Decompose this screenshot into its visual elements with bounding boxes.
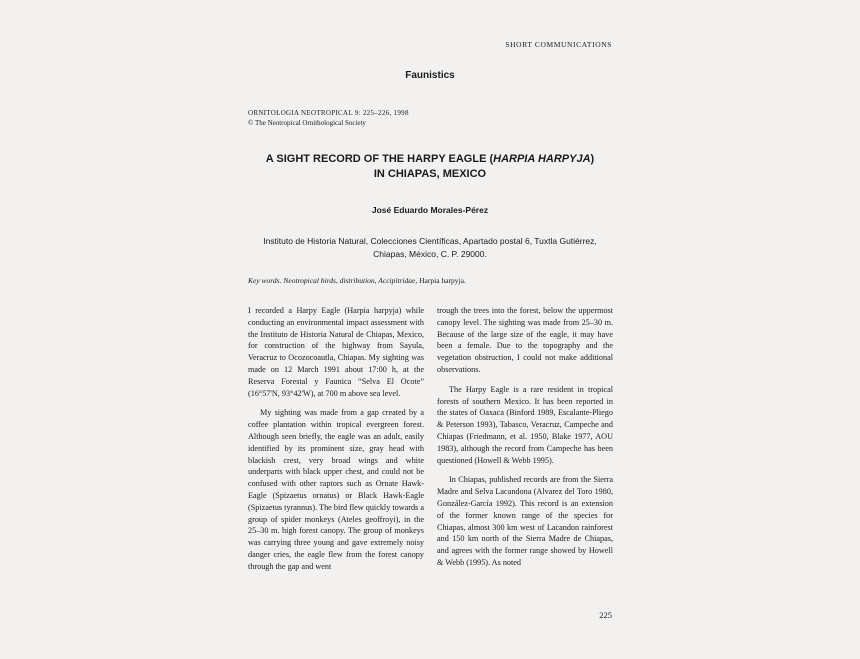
author-name: José Eduardo Morales-Pérez <box>371 205 489 215</box>
affiliation-line-1: Instituto de Historia Natural, Colecciones Científicas, Apartado postal 6, Tuxtla Gutiérrez, <box>263 236 597 246</box>
affiliation-line-2: Chiapas, México, C. P. 29000. <box>373 249 487 259</box>
body-column-left <box>248 305 424 581</box>
paragraph: The Harpy Eagle is a rare resident in tropical forests of southern Mexico. It has been reported in the states of Oaxaca (Binford 1989, Escalante-Pliego & Peterson 1993), Tabasco, Veracruz, Campeche and Chiapas (Friedmann, et al. 1950, Blake 1977, AOU 1983), although the record from Campeche has been questioned (Howell & Webb 1995). <box>437 384 613 465</box>
paragraph: trough the trees into the forest, below the uppermost canopy level. The sighting was made from 25–30 m. Because of the large size of the eagle, it may have been a female. Due to the topography and the vegetation obstruction, I could not make additional observations. <box>437 306 613 374</box>
paragraph: I recorded a Harpy Eagle (Harpia harpyja) while conducting an environmental impact assessment with the Instituto de Historia Natural de Chiapas, Mexico, for construction of the highway from Sayula, Veracruz to Ocozocoautla, Chiapas. My sighting was made on 12 March 1991 about 17:00 h, at the Reserva Forestal y Faunica “Selva El Ocote” (16°57'N, 93°42'W), at 700 m above sea level. <box>248 306 424 398</box>
title-line-1 <box>248 152 612 167</box>
journal-info <box>248 108 409 128</box>
title-line-2: IN CHIAPAS, MEXICO <box>373 168 487 180</box>
running-head: SHORT COMMUNICATIONS <box>505 40 612 49</box>
journal-copyright: © The Neotropical Ornithological Society <box>248 119 366 127</box>
journal-citation: ORNITOLOGIA NEOTROPICAL 9: 225–226, 1998 <box>248 109 409 117</box>
keywords <box>248 276 612 285</box>
article-title <box>248 152 612 182</box>
keywords-species: Harpia harpyja. <box>419 276 466 285</box>
paragraph: In Chiapas, published records are from the Sierra Madre and Selva Lacandona (Alvarez del Toro 1980, González-García 1992). This record is an extension of the former known range of the species for Chiapas, almost 300 km west of Lacandon rainforest and 150 km north of the Sierra Madre de Chiapas, and agrees with the former range showed by Howell & Webb (1995). As noted <box>437 475 613 567</box>
title-line1-pre: A SIGHT RECORD OF THE HARPY EAGLE ( <box>265 153 494 165</box>
paragraph: My sighting was made from a gap created by a coffee plantation within tropical evergreen forest. Although seen briefly, the eagle was an adult, easily identified by its prominent size, gray head with blackish crest, very broad wings and white underparts with black upper chest, and could not be confused with other raptors such as Ornate Hawk-Eagle (Spizaetus ornatus) or Black Hawk-Eagle (Spizaetus tyrannus). The bird flew quickly towards a group of spider monkeys (Ateles geoffroyi), in the 25–30 m. high forest canopy. The group of monkeys was carrying three young and gave extremely noisy danger cries, the eagle flew from the forest canopy through the gap and went <box>248 408 424 571</box>
keywords-terms: Neotropical birds, distribution, Accipitridae, <box>283 276 418 285</box>
keywords-label: Key words. <box>248 276 282 285</box>
author-affiliation <box>248 235 612 261</box>
body-column-right <box>437 305 613 577</box>
page-number: 225 <box>599 610 612 620</box>
title-line1-post: ) <box>590 153 595 165</box>
title-species: HARPIA HARPYJA <box>493 153 591 165</box>
section-heading: Faunistics <box>405 70 455 81</box>
